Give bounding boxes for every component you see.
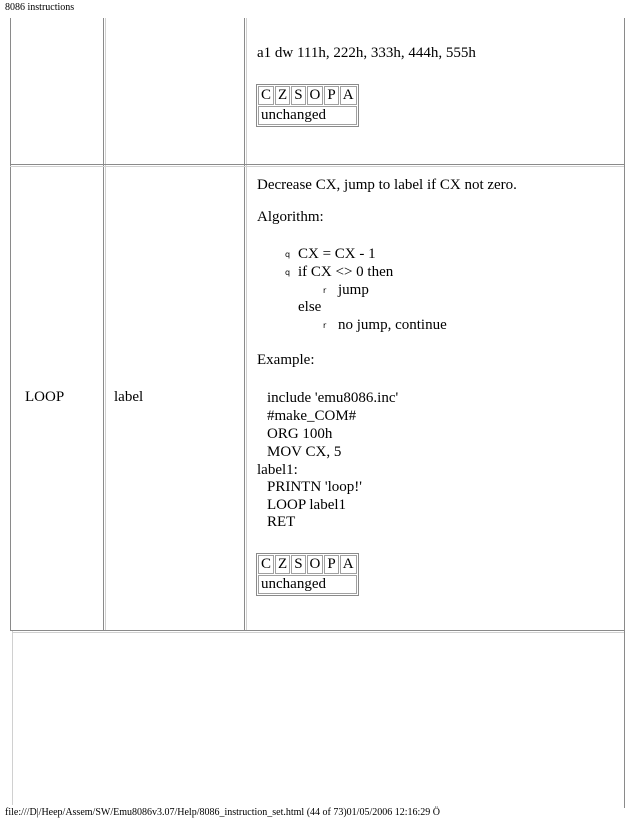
table-border-left [10,18,11,630]
column-divider-1-shadow [105,18,106,630]
table-border-right [624,18,625,808]
flag-c: C [258,555,274,574]
flag-a: A [340,86,357,105]
algorithm-step-2-sub: jump [338,282,369,298]
flags-value: unchanged [258,575,357,594]
flags-table-loop [256,553,359,596]
row-divider-2 [10,630,624,631]
flags-header-row [258,86,357,105]
code-line: LOOP label1 [267,497,347,513]
flag-z: Z [275,86,290,105]
table-border-left-outer [12,630,13,805]
code-line: RET [267,514,296,530]
page-footer-url: file:///D|/Heep/Assem/SW/Emu8086v3.07/Help/8086_instruction_set.html (44 of 73)01/05/2006 12:16:29 Ö [5,807,441,818]
flag-z: Z [275,555,290,574]
flags-value-row [258,106,357,125]
page-header-title: 8086 instructions [5,2,75,13]
row-divider-2-shadow [12,632,624,633]
algorithm-else: else [298,299,322,315]
code-line: PRINTN 'loop!' [267,479,362,495]
flag-o: O [307,555,324,574]
example-label: Example: [257,352,315,368]
bullet-icon: q [285,268,291,277]
algorithm-else-sub: no jump, continue [338,317,447,333]
sub-bullet-icon: r [323,286,327,295]
array-declaration-text: a1 dw 111h, 222h, 333h, 444h, 555h [257,45,476,61]
flags-value-row [258,575,357,594]
code-line: include 'emu8086.inc' [267,390,399,406]
flag-c: C [258,86,274,105]
flag-a: A [340,555,357,574]
code-line: label1: [257,462,298,478]
flag-s: S [291,555,305,574]
column-divider-2 [244,18,245,630]
sub-bullet-icon: r [323,321,327,330]
algorithm-label: Algorithm: [257,209,324,225]
flag-s: S [291,86,305,105]
code-line: MOV CX, 5 [267,444,342,460]
flag-p: P [324,86,338,105]
row-divider-1-shadow [10,166,624,167]
instruction-operands: label [114,389,144,405]
flag-p: P [324,555,338,574]
instruction-name: LOOP [25,389,65,405]
code-line: #make_COM# [267,408,357,424]
flag-o: O [307,86,324,105]
flags-header-row [258,555,357,574]
flags-value: unchanged [258,106,357,125]
algorithm-step-2: if CX <> 0 then [298,264,394,280]
algorithm-step-1: CX = CX - 1 [298,246,376,262]
flags-table-prev [256,84,359,127]
instruction-description: Decrease CX, jump to label if CX not zero. [257,177,517,193]
column-divider-1 [103,18,104,630]
column-divider-2-shadow [246,18,247,630]
code-line: ORG 100h [267,426,333,442]
row-divider-1 [10,164,624,165]
bullet-icon: q [285,250,291,259]
